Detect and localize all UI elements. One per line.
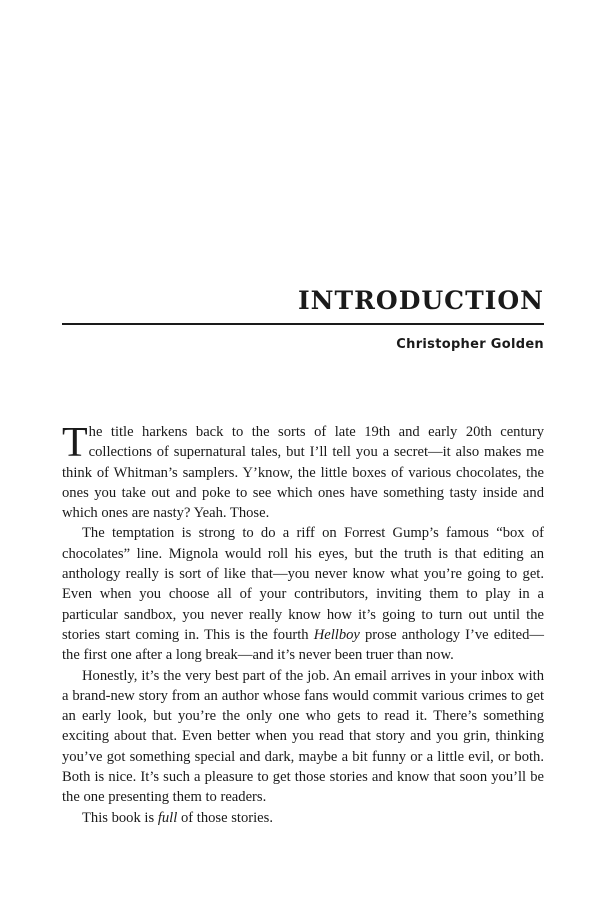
page-title: INTRODUCTION — [297, 286, 544, 315]
author-name: Christopher Golden — [396, 337, 544, 352]
paragraph-4 — [62, 808, 544, 828]
paragraph-1 — [62, 422, 544, 523]
paragraph-3 — [62, 666, 544, 808]
paragraph-2-text-end: prose anthology I’ve edited—the first one after a long break—and it’s never been truer than now. — [62, 626, 545, 664]
paragraph-2 — [62, 523, 544, 665]
paragraph-1-text: he title harkens back to the sorts of late 19th and early 20th century collections of supernatural tales, but I’ll tell you a secret—it also makes me think of Whitman’s samplers. Y’know, the little boxes of various chocolates, the ones you take out and poke to see which ones have something tasty inside and which ones are nasty? Yeah. Those. — [62, 424, 544, 522]
paragraph-2-text: The temptation is strong to do a riff on Forrest Gump’s famous “box of chocolates” line. Mignola would roll his eyes, but the truth is that editing an anthology really is sort of like that—you never know what you’re going to get. Even when you choose all of your contributors, inviting them to play in a particular sandbox, you never really know how it’s going to turn out until the stories start coming in. This is the fourth — [62, 525, 544, 643]
drop-cap: T — [62, 420, 88, 466]
paragraph-2-italic: Hellboy — [313, 626, 360, 643]
introduction-body — [62, 422, 544, 828]
title-rule — [62, 323, 544, 325]
paragraph-4-start: This book is — [82, 809, 155, 826]
paragraph-3-text: Honestly, it’s the very best part of the job. An email arrives in your inbox with a brand-new story from an author whose fans would commit various crimes to get an early look, but you’re the only one who gets to read it. There’s something exciting about that. Even better when you read that story and you grin, thinking you’ve got something special and dark, maybe a bit funny or a little evil, or both. Both is nice. It’s such a pleasure to get those stories and know that soon you’ll be the one presenting them to readers. — [62, 667, 544, 806]
paragraph-4-italic: full — [157, 809, 178, 826]
paragraph-4-end: of those stories. — [180, 809, 273, 826]
